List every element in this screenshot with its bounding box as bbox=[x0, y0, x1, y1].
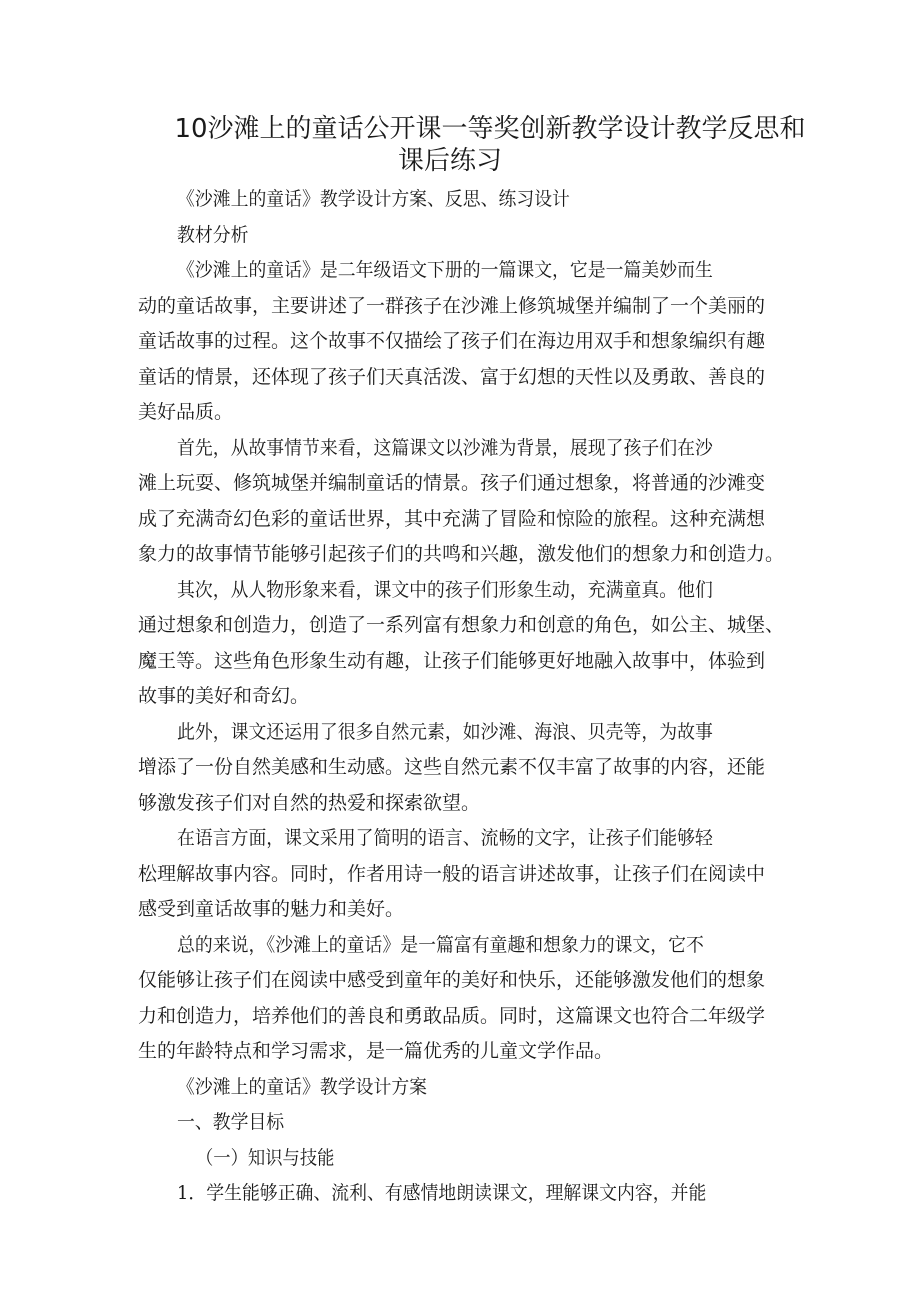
text-line: 力和创造力，培养他们的善良和勇敢品质。同时，这篇课文也符合二年级学 bbox=[138, 1004, 766, 1027]
text-line: 《沙滩上的童话》是二年级语文下册的一篇课文，它是一篇美妙而生 bbox=[177, 259, 713, 281]
text-line: 此外，课文还运用了很多自然元素，如沙滩、海浪、贝壳等，为故事 bbox=[177, 720, 713, 743]
text-line: 在语言方面，课文采用了简明的语言、流畅的文字，让孩子们能够轻 bbox=[177, 827, 713, 849]
text-line: 增添了一份自然美感和生动感。这些自然元素不仅丰富了故事的内容，还能 bbox=[138, 756, 766, 778]
text-line: 够激发孩子们对自然的热爱和探索欲望。 bbox=[138, 791, 481, 814]
text-line: 1．学生能够正确、流利、有感情地朗读课文，理解课文内容，并能 bbox=[177, 1182, 707, 1204]
document-title-line-1: 10沙滩上的童话公开课一等奖创新教学设计教学反思和 bbox=[174, 114, 806, 144]
text-line: 滩上玩耍、修筑城堡并编制童话的情景。孩子们通过想象，将普通的沙滩变 bbox=[138, 472, 766, 494]
document-title-line-2: 课后练习 bbox=[397, 146, 502, 176]
text-line: 通过想象和创造力，创造了一系列富有想象力和创意的角色，如公主、城堡、 bbox=[138, 614, 785, 636]
text-line: 魔王等。这些角色形象生动有趣，让孩子们能够更好地融入故事中，体验到 bbox=[138, 649, 766, 672]
text-line: 一、教学目标 bbox=[177, 1111, 285, 1133]
text-line: 象力的故事情节能够引起孩子们的共鸣和兴趣，激发他们的想象力和创造力。 bbox=[138, 543, 785, 565]
text-line: 松理解故事内容。同时，作者用诗一般的语言讲述故事，让孩子们在阅读中 bbox=[138, 862, 766, 885]
text-line: 首先，从故事情节来看，这篇课文以沙滩为背景，展现了孩子们在沙 bbox=[177, 436, 713, 459]
text-line: 生的年龄特点和学习需求，是一篇优秀的儿童文学作品。 bbox=[138, 1040, 614, 1062]
text-line: （一）知识与技能 bbox=[196, 1146, 335, 1169]
text-line: 其次，从人物形象来看，课文中的孩子们形象生动，充满童真。他们 bbox=[177, 578, 713, 601]
text-line: 感受到童话故事的魅力和美好。 bbox=[138, 898, 405, 920]
text-line: 《沙滩上的童话》教学设计方案、反思、练习设计 bbox=[177, 188, 570, 210]
text-line: 童话的情景，还体现了孩子们天真活泼、富于幻想的天性以及勇敢、善良的 bbox=[138, 365, 766, 388]
text-line: 教材分析 bbox=[177, 223, 249, 246]
text-line: 《沙滩上的童话》教学设计方案 bbox=[177, 1075, 428, 1098]
text-line: 动的童话故事，主要讲述了一群孩子在沙滩上修筑城堡并编制了一个美丽的 bbox=[138, 294, 766, 317]
text-line: 美好品质。 bbox=[138, 401, 234, 423]
text-line: 仅能够让孩子们在阅读中感受到童年的美好和快乐，还能够激发他们的想象 bbox=[138, 969, 766, 991]
text-line: 总的来说，《沙滩上的童话》是一篇富有童趣和想象力的课文，它不 bbox=[177, 933, 704, 956]
text-line: 童话故事的过程。这个故事不仅描绘了孩子们在海边用双手和想象编织有趣 bbox=[138, 330, 766, 352]
text-line: 故事的美好和奇幻。 bbox=[138, 685, 310, 707]
text-line: 成了充满奇幻色彩的童话世界，其中充满了冒险和惊险的旅程。这种充满想 bbox=[138, 507, 766, 530]
